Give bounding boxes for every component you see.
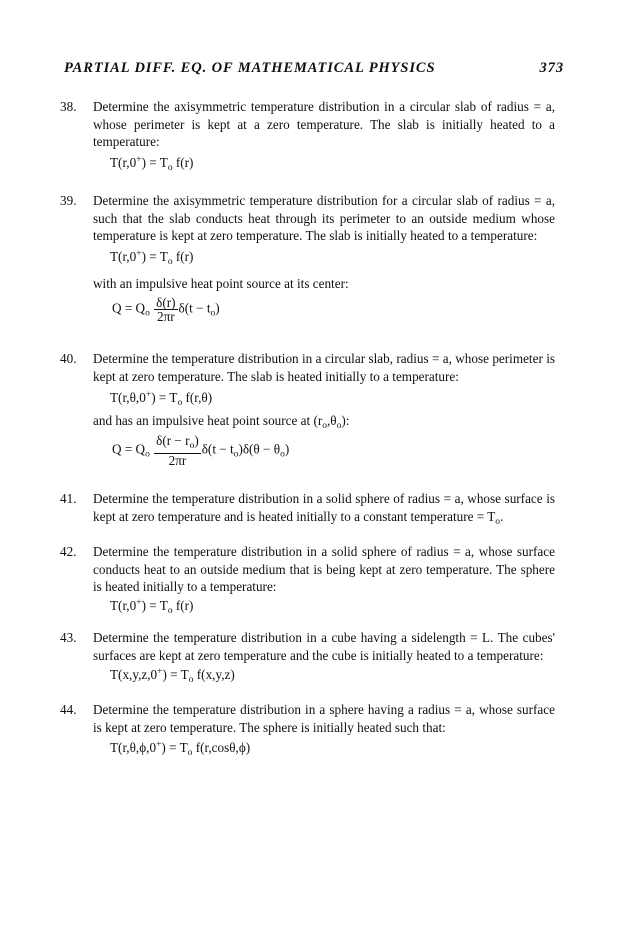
problem-statement: Determine the temperature distribution in a cube having a sidelength = L. The cubes' surfaces are kept at zero temperature and the cube is initially heated to a temperature: bbox=[93, 630, 555, 663]
initial-condition-equation: $T(r,0^+) = T_o$ f(r) bbox=[110, 155, 194, 173]
source-note: with an impulsive heat point source at its center: bbox=[93, 276, 349, 291]
problem-number: 38. bbox=[60, 99, 77, 114]
initial-condition-equation: $T(r,0^+) = T_o$ f(r) bbox=[110, 249, 194, 267]
problem-text bbox=[93, 490, 555, 531]
header-title: PARTIAL DIFF. EQ. OF MATHEMATICAL PHYSICS bbox=[64, 60, 436, 76]
problem-text bbox=[93, 192, 555, 245]
fraction: $\frac{\delta(r)}{2\pi r}$ bbox=[156, 295, 176, 324]
fraction: $\frac{\delta(r - r_o)}{2\pi r}$ bbox=[156, 433, 199, 468]
running-header bbox=[64, 60, 564, 82]
point-source-equation: $Q = Q_o$ $\frac{\delta(r)}{2\pi r}$ $\delta(t - t_o)$ bbox=[112, 295, 220, 324]
initial-condition-equation: $T(r,\theta,\phi,0^+) = T_o$ f(r,cosθ,ϕ) bbox=[110, 740, 251, 758]
problem-statement: Determine the temperature distribution in a sphere having a radius = a, whose surface is kept at zero temperature. The sphere is initially heated such that: bbox=[93, 702, 555, 735]
problem-text bbox=[93, 629, 555, 664]
problem-statement: Determine the axisymmetric temperature distribution for a circular slab of radius = a, such that the slab conducts heat through its perimeter to an outside medium whose temperature is kept at zero temperature. The slab is initially heated to a temperature: bbox=[93, 193, 555, 243]
page-number: 373 bbox=[539, 60, 564, 76]
problem-number: 39. bbox=[60, 193, 77, 208]
source-note: and has an impulsive heat point source at $(r_o,\theta_o)$: bbox=[93, 413, 350, 431]
problem-number: 42. bbox=[60, 544, 77, 559]
point-source-equation: $Q = Q_o$ $\frac{\delta(r - r_o)}{2\pi r}$ $\delta(t - t_o)\delta(\theta - \theta_o)$ bbox=[112, 433, 290, 468]
problem-statement: Determine the temperature distribution in a solid sphere of radius = a, whose surface conducts heat to an outside medium that is being kept at zero temperature. The sphere is heated initially to a temperature: bbox=[93, 544, 555, 594]
problem-text bbox=[93, 543, 555, 596]
problem-number: 44. bbox=[60, 702, 77, 717]
problem-number: 41. bbox=[60, 491, 77, 506]
problem-statement: Determine the temperature distribution in a solid sphere of radius = a, whose surface is kept at zero temperature and is heated initially to a constant temperature = $T_o$. bbox=[93, 491, 555, 527]
problem-number: 40. bbox=[60, 351, 77, 366]
problem-number: 43. bbox=[60, 630, 77, 645]
initial-condition-equation: $T(x,y,z,0^+) = T_o$ f(x,y,z) bbox=[110, 667, 235, 685]
problem-text bbox=[93, 350, 555, 385]
problem-statement: Determine the axisymmetric temperature distribution in a circular slab of radius = a, whose perimeter is kept at a zero temperature. The slab is initially heated to a temperature: bbox=[93, 99, 555, 149]
problem-text bbox=[93, 98, 555, 151]
problem-statement: Determine the temperature distribution in a circular slab, radius = a, whose perimeter is kept at zero temperature. The slab is heated initially to a temperature: bbox=[93, 351, 555, 384]
initial-condition-equation: $T(r,0^+) = T_o$ f(r) bbox=[110, 598, 194, 616]
initial-condition-equation: $T(r,\theta,0^+) = T_o$ f(r,θ) bbox=[110, 390, 213, 408]
problem-text bbox=[93, 701, 555, 736]
